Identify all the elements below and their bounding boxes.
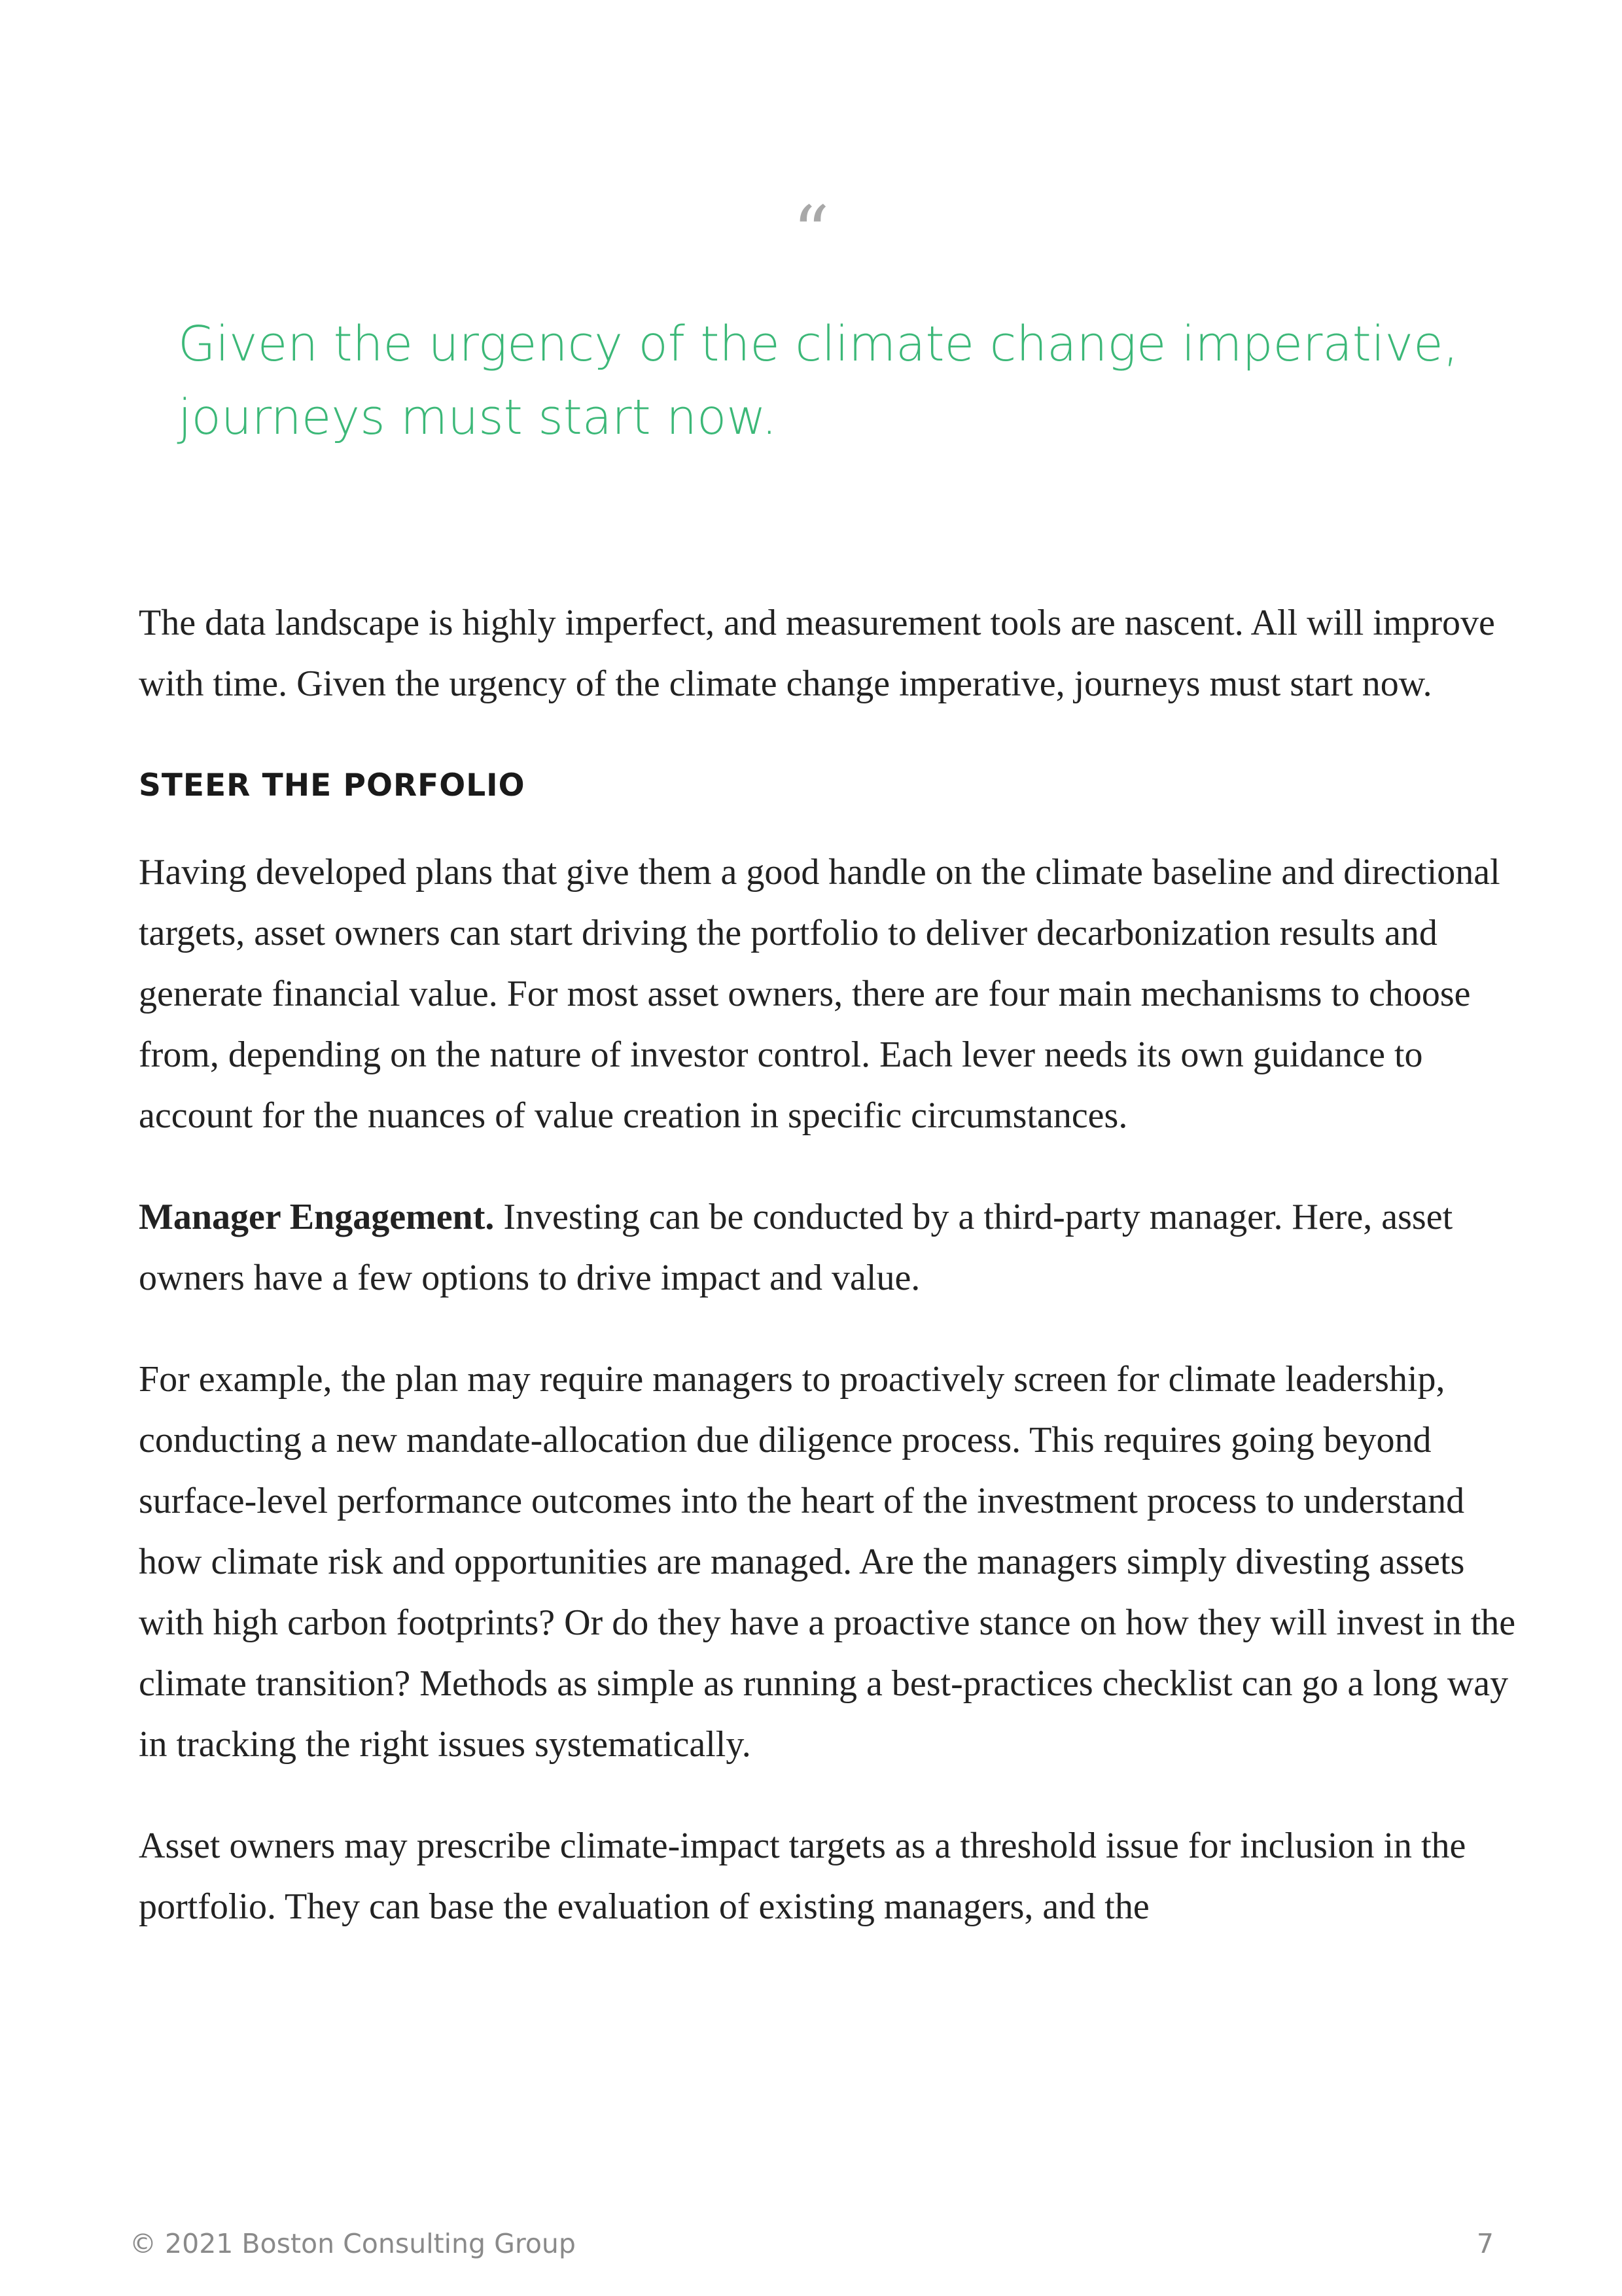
paragraph-example: For example, the plan may require managers to proactively screen for climate leadership, conducting a new mandate-allocation due diligence process. This requires going beyond surface-level performance outcomes into the heart of the investment process to understand how climate risk and opportunities are managed. Are the managers simply divesting assets with high carbon footprints? Or do they have a proactive stance on how they will invest in the climate transition? Methods as simple as running a best-practices checklist can go a long way in tracking the right issues systematically. — [139, 1359, 1516, 1765]
paragraph-manager-engagement — [139, 1187, 1519, 1309]
paragraph-lead-text: Investing can be conducted by a third-party manager. Here, asset owners have a few options to drive impact and value. — [139, 1197, 1453, 1298]
paragraph-intro: The data landscape is highly imperfect, and measurement tools are nascent. All will improve with time. Given the urgency of the climate change imperative, journeys must start now. — [139, 603, 1495, 704]
page-number: 7 — [1476, 2228, 1494, 2259]
paragraph-lead: Manager Engagement. — [139, 1197, 495, 1237]
paragraph-steer: Having developed plans that give them a good handle on the climate baseline and directional targets, asset owners can start driving the portfolio to deliver decarbonization results and generate financial value. For most asset owners, there are four main mechanisms to choose from, depending on the nature of investor control. Each lever needs its own guidance to account for the nuances of value creation in specific circumstances. — [139, 852, 1500, 1136]
body-text — [139, 593, 1519, 1978]
footer-copyright: © 2021 Boston Consulting Group — [130, 2228, 576, 2259]
paragraph-targets: Asset owners may prescribe climate-impact targets as a threshold issue for inclusion in the portfolio. They can base the evaluation of existing managers, and the — [139, 1826, 1466, 1927]
pull-quote: Given the urgency of the climate change imperative, journeys must start now. — [178, 316, 1459, 446]
quote-mark-icon: “ — [792, 190, 830, 274]
section-heading: STEER THE PORFOLIO — [139, 768, 525, 804]
